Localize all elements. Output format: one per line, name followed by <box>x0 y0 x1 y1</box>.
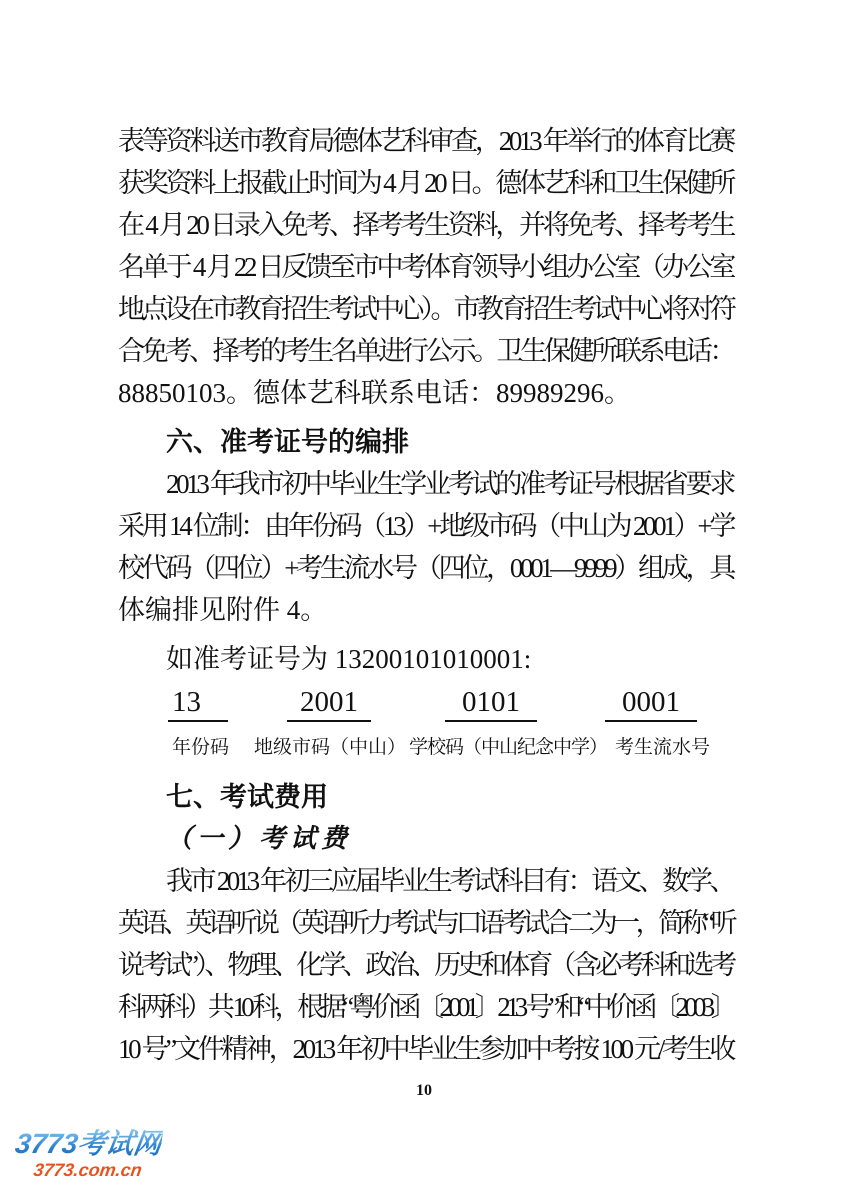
body-line: 科两科）共 10 科，根据“粤价函〔2001〕213 号”和“中价函〔2003〕 <box>118 992 733 1022</box>
page-number: 10 <box>416 1082 432 1099</box>
body-line: 校代码（四位）+考生流水号（四位，0001—9999）组成，具 <box>118 553 733 583</box>
body-line: 说考试”）、物理、化学、政治、历史和体育（含必考科和选考 <box>118 950 733 980</box>
body-line: 获奖资料上报截止时间为 4 月 20 日。德体艺科和卫生保健所 <box>118 168 733 198</box>
watermark-site-name: 3773考试网 <box>13 1128 164 1159</box>
code-segment-label: 考生流水号 <box>615 737 711 758</box>
body-line: 体编排见附件 4。 <box>118 595 328 625</box>
code-segment-value: 0001 <box>605 686 697 722</box>
body-line: 我市 2013 年初三应届毕业生考试科目有：语文、数学、 <box>166 866 733 896</box>
body-line: 88850103。德体艺科联系电话：89989296。 <box>118 378 631 408</box>
body-line: 2013 年我市初中毕业生学业考试的准考证号根据省要求 <box>166 469 733 499</box>
code-segment-value: 13 <box>168 686 228 722</box>
code-segment-label: 学校码（中山纪念中学） <box>409 737 608 758</box>
section-heading-7: 七、考试费用 <box>166 782 328 812</box>
code-segment-value: 2001 <box>287 686 371 722</box>
exam-number-diagram <box>118 686 733 776</box>
body-line: 表等资料送市教育局德体艺科审查，2013 年举行的体育比赛 <box>118 126 733 156</box>
body-line: 地点设在市教育招生考试中心）。市教育招生考试中心将对符 <box>118 294 733 324</box>
body-line: 采用 14 位制：由年份码（13）+地级市码（中山为 2001）+学 <box>118 511 733 541</box>
code-segment-label: 地级市码（中山） <box>254 737 407 758</box>
watermark-logo <box>10 1128 164 1180</box>
watermark-site-url: 3773.com.cn <box>32 1160 144 1180</box>
body-line: 英语、英语听说（英语听力考试与口语考试合二为一，简称“听 <box>118 908 733 938</box>
body-line: 10 号”文件精神，2013 年初中毕业生参加中考按 100 元/考生收 <box>118 1034 733 1064</box>
body-line: 合免考、择考的考生名单进行公示。卫生保健所联系电话： <box>118 336 733 366</box>
section-heading-6: 六、准考证号的编排 <box>166 427 409 457</box>
exam-number-example-intro: 如准考证号为 13200101010001: <box>166 644 532 674</box>
code-segment-value: 0101 <box>445 686 537 722</box>
body-line: 在 4 月 20 日录入免考、择考考生资料，并将免考、择考考生 <box>118 210 733 240</box>
subsection-heading-7-1: （一）考试费 <box>166 824 353 853</box>
body-line: 名单于 4 月 22 日反馈至市中考体育领导小组办公室（办公室 <box>118 252 733 282</box>
document-body <box>118 120 733 1070</box>
code-segment-label: 年份码 <box>172 737 230 758</box>
